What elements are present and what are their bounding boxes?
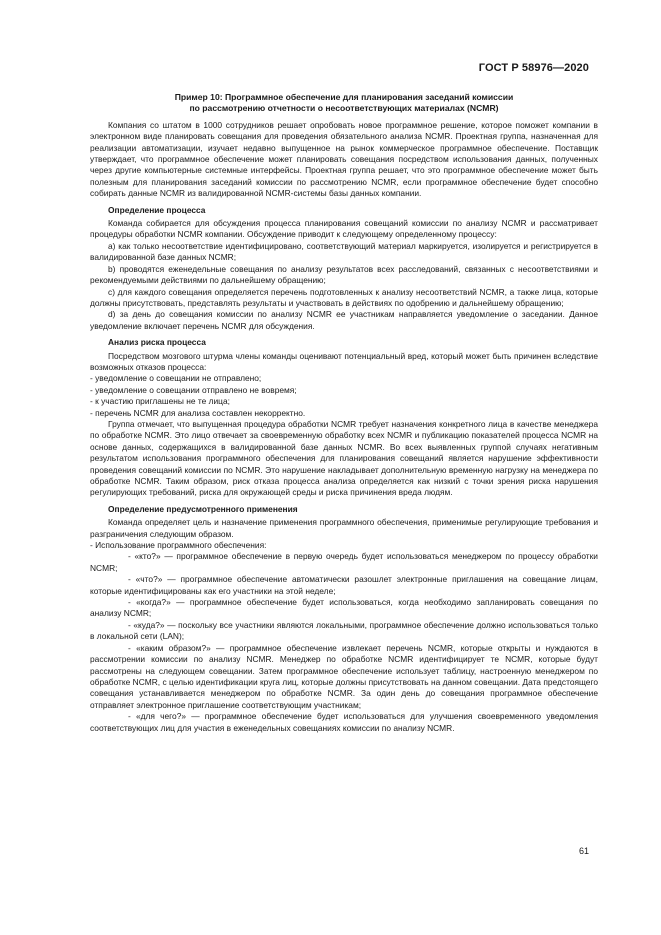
usage-list-item-when: - «когда?» — программное обеспечение будет использоваться, когда необходимо запланировать совещания по анализу NCMR; [90,597,598,619]
section-heading-intended-use: Определение предусмотренного применения [108,503,298,514]
section3-intro: Команда определяет цель и назначение применения программного обеспечения, применимые регулирующие требования и разграничения следующим образом. [90,517,598,539]
risk-list-item: - уведомление о совещании отправлено не вовремя; [90,384,297,395]
standard-header: ГОСТ Р 58976—2020 [478,62,589,74]
example-title [90,92,598,115]
section2-intro: Посредством мозгового штурма члены команды оценивают потенциальный вред, который может быть причинен вследствие возможных отказов процесса: [90,350,598,372]
section2-outro: Группа отмечает, что выпущенная процедура обработки NCMR требует назначения конкретного лица в качестве менеджера по обработке NCMR. Это лицо отвечает за своевременную обработку всех NCMR и публикацию показателей процесса NCMR на основе данных, содержащихся в валидированной базе данных NCMR. Во всех выявленных группой случаях негативным результатом использования программного обеспечения для планирования совещаний является нарушение эффективности проведения совещаний комиссии по NCMR. Это нарушение накладывает дополнительную временную нагрузку на менеджера по обработке NCMR. Таким образом, риск отказа процесса анализа определяется как низкий с точки зрения риска нарушения регулирующих требований, риска для окружающей среды и риска причинения вреда людям. [90,418,598,498]
usage-list-item-who: - «кто?» — программное обеспечение в первую очередь будет использоваться менеджером по процессу обработки NCMR; [90,551,598,573]
section1-intro: Команда собирается для обсуждения процесса планирования совещаний комиссии по анализу NCMR и рассматривает процедуры обработки NCMR компании. Обсуждение приводит к следующему определенному процессу: [90,218,598,240]
section1-item-d: d) за день до совещания комиссии по анализу NCMR ее участникам направляется уведомление о заседании. Данное уведомление включает перечень NCMR для обсуждения. [90,309,598,331]
risk-list-item: - уведомление о совещании не отправлено; [90,373,262,384]
risk-list-item: - к участию приглашены не те лица; [90,396,230,407]
section1-item-a: a) как только несоответствие идентифицировано, соответствующий материал маркируется, изолируется и регистрируется в валидированной базе данных NCMR; [90,240,598,263]
page-number: 61 [578,846,589,856]
intro-paragraph: Компания со штатом в 1000 сотрудников решает опробовать новое программное решение, которое поможет компании в электронном виде планировать совещания для проведения обязательного анализа NCMR. Проектная группа, назначенная для реализации автоматизации, изучает недавно выпущенное на рынок коммерческое программное обеспечение. Поставщик утверждает, что программное обеспечение может планировать совещания посредством использования данных, полученных через другие компьютерные системные интерфейсы. Проектная группа решает, что это программное обеспечение может быть полезным для планирования заседаний комиссии по рассмотрению NCMR, если программное обеспечение будет способно собирать данные NCMR из валидированной NCMR-системы базы данных компании. [90,119,598,199]
risk-list-item: - перечень NCMR для анализа составлен некорректно. [90,407,306,418]
usage-list-item-what: - «что?» — программное обеспечение автоматически разошлет электронные приглашения на совещание лицам, которые идентифицированы как его участники на этой неделе; [90,574,598,596]
usage-list-item-how: - «каким образом?» — программное обеспечение извлекает перечень NCMR, которые открыты и нуждаются в рассмотрении комиссии по анализу NCMR. Менеджер по обработке NCMR идентифицирует те NCMR, которые будут рассмотрены на следующем совещании. Затем программное обеспечение использует таблицу, настроенную менеджером по обработке NCMR, с целью идентификации круга лиц, которые должны присутствовать на данном совещании. Дата предстоящего совещания устанавливается менеджером по обработке NCMR. За один день до совещания программное обеспечение отправляет электронное приглашение соответствующим участникам; [90,642,598,710]
section1-item-c: c) для каждого совещания определяется перечень подготовленных к анализу несоответствий NCMR, а также лица, которые должны присутствовать, представлять результаты и участвовать в действиях по одобрению и дальнейшему обращению; [90,286,598,308]
example-title-line-1: Пример 10: Программное обеспечение для планирования заседаний комиссии [174,92,514,102]
usage-list-item-where: - «куда?» — поскольку все участники являются локальными, программное обеспечение должно использоваться только в локальной сети (LAN); [90,619,598,642]
section-heading-process-definition: Определение процесса [108,204,206,215]
example-title-line-2: по рассмотрению отчетности о несоответствующих материалах (NCMR) [189,103,499,114]
section-heading-risk-analysis: Анализ риска процесса [108,337,206,348]
section1-item-b: b) проводятся еженедельные совещания по анализу результатов всех расследований, связанных с несоответствиями и рекомендуемыми действиями по дальнейшему обращению; [90,263,598,286]
page-content [90,92,598,734]
section3-lead: - Использование программного обеспечения: [90,540,267,551]
usage-list-item-why: - «для чего?» — программное обеспечение будет использоваться для улучшения своевременного уведомления соответствующих лиц для участия в еженедельных совещаниях комиссии по анализу NCMR. [90,711,598,733]
